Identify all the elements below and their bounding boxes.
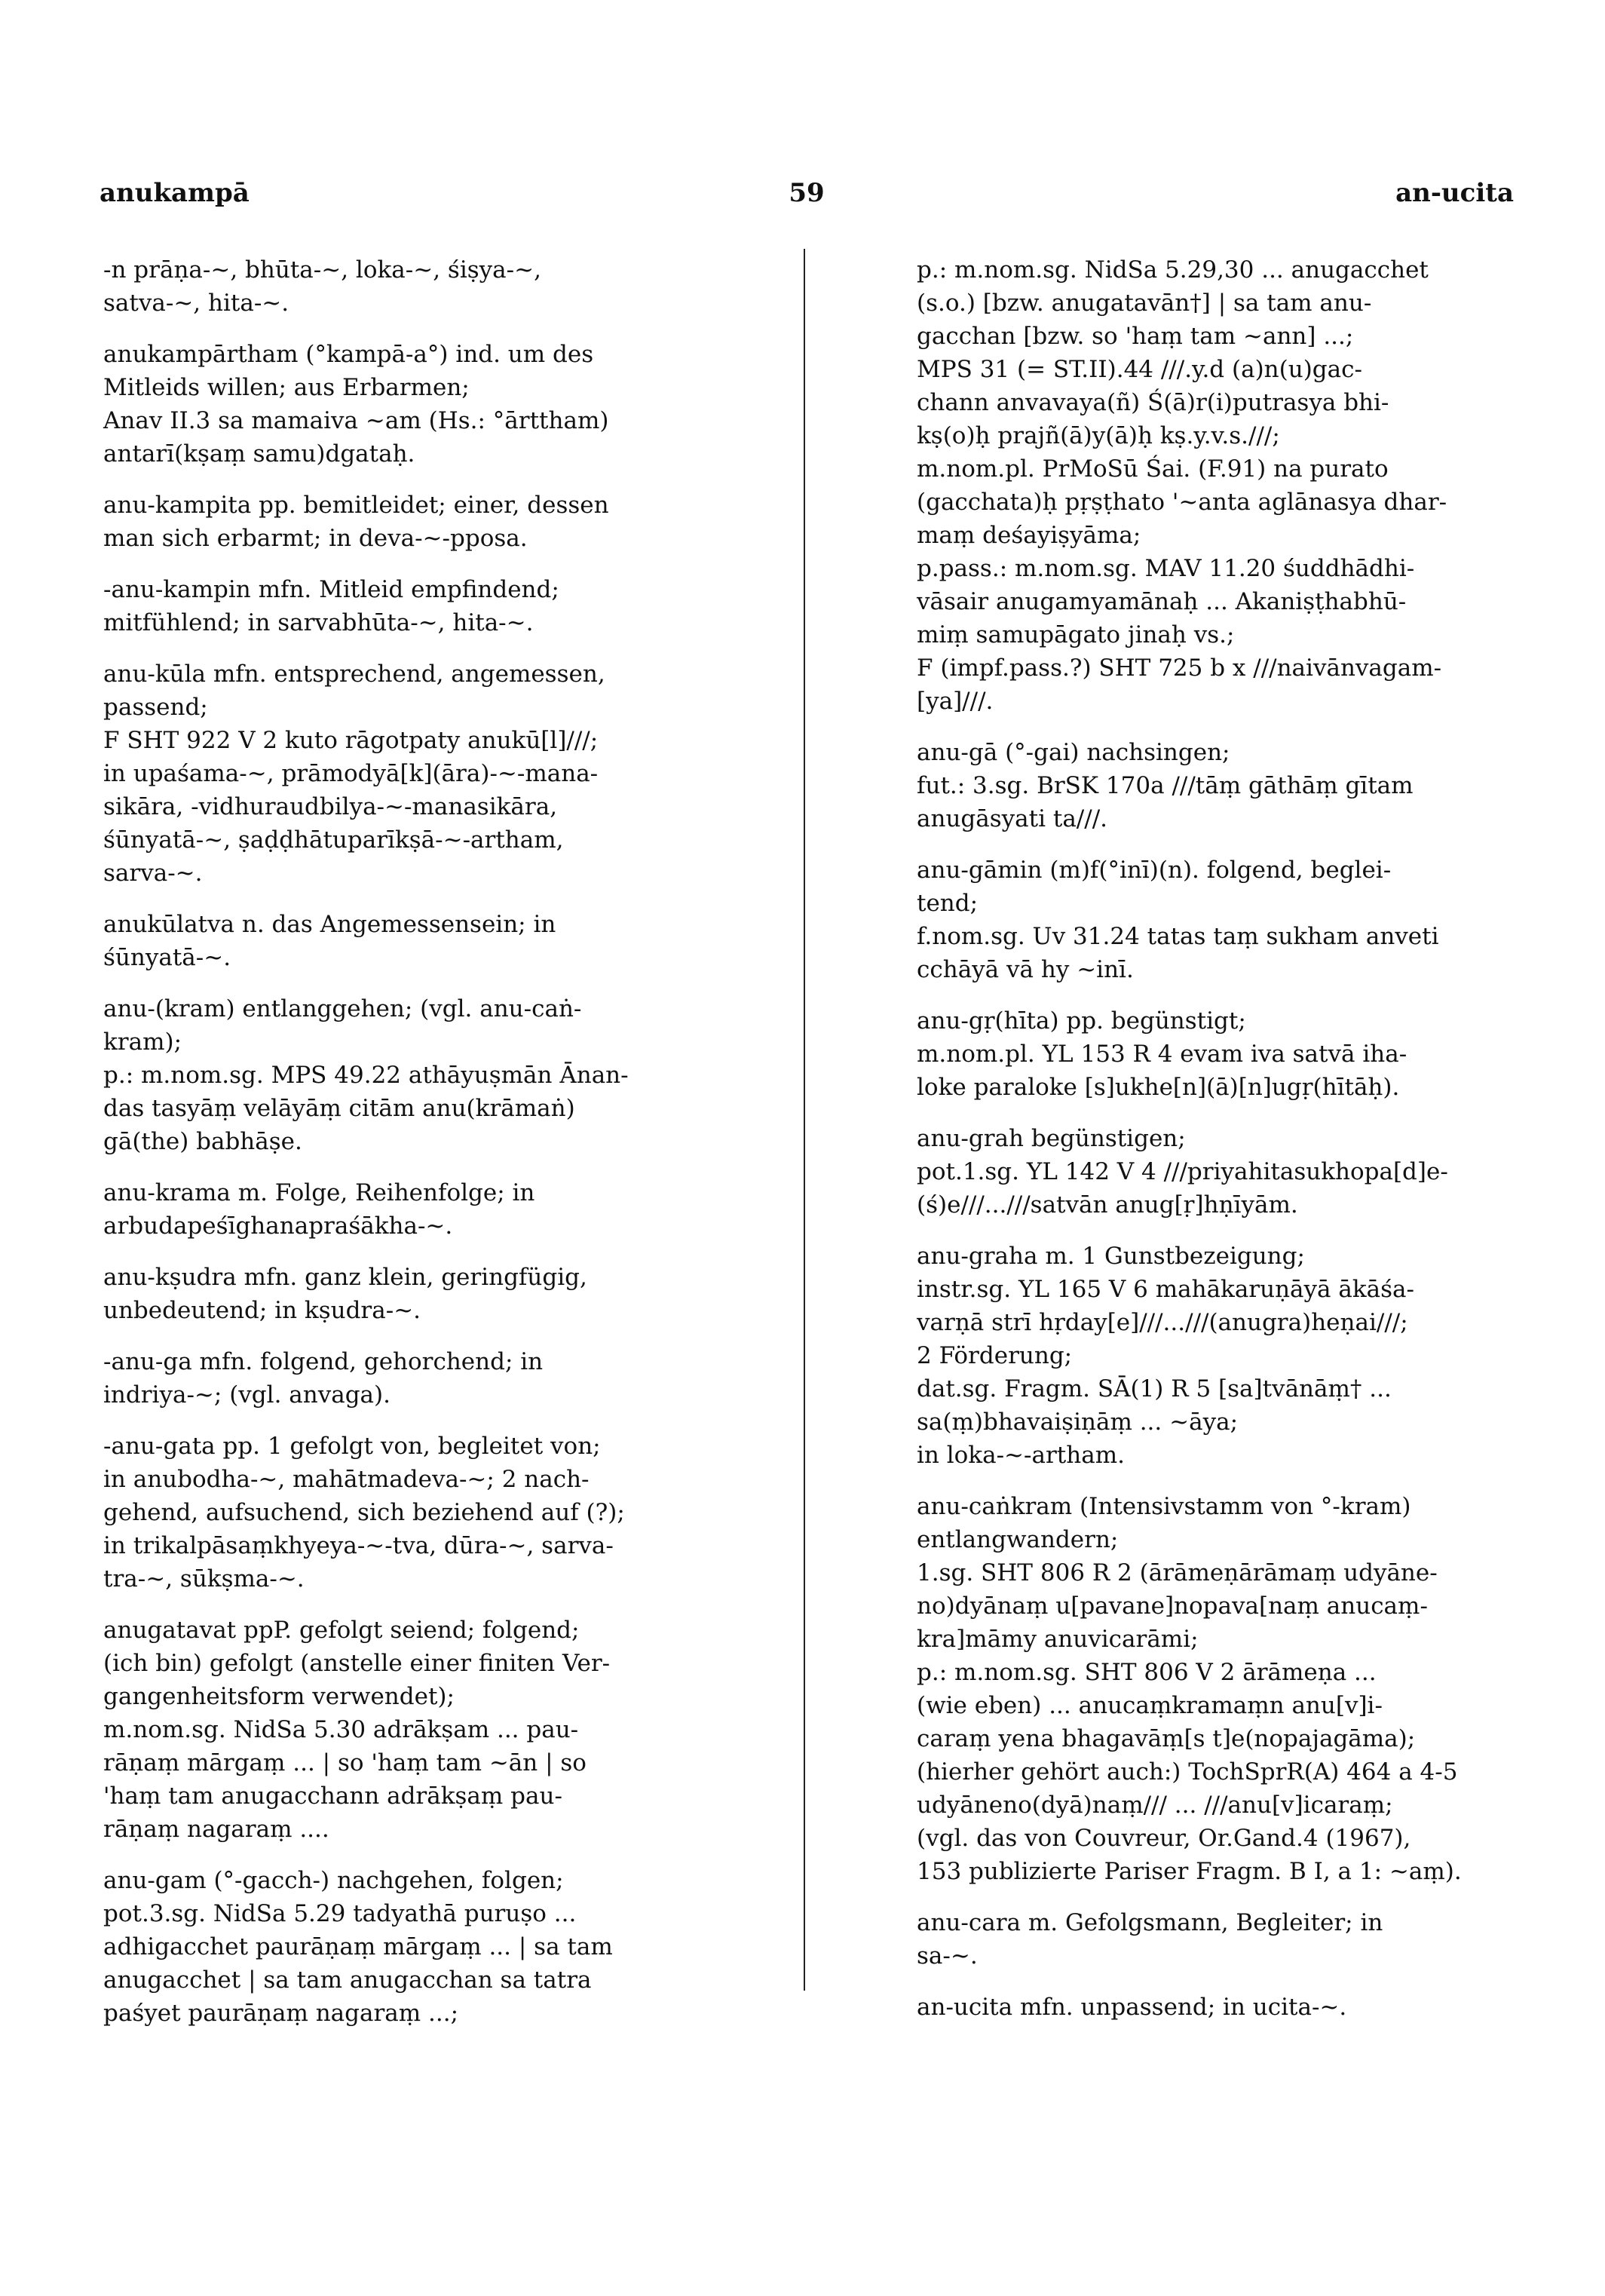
entry-line: m.nom.sg. NidSa 5.30 adrākṣam ... pau- <box>103 1716 579 1743</box>
entry-line: pot.3.sg. NidSa 5.29 tadyathā puruṣo ... <box>103 1900 577 1927</box>
right-column <box>917 253 1514 2042</box>
entry-line: anu-kampita pp. bemitleidet; einer, dessen <box>103 492 609 519</box>
entry-line: p.: m.nom.sg. MPS 49.22 athāyuṣmān Ānan- <box>103 1062 629 1089</box>
entry-line: caraṃ yena bhagavāṃ[s t]e(nopajagāma); <box>917 1725 1416 1752</box>
entry-line: kṣ(o)ḥ prajñ(ā)y(ā)ḥ kṣ.y.v.s.///; <box>917 422 1280 449</box>
entry-line: satva-~, hita-~. <box>103 290 289 317</box>
entry-line: tra-~, sūkṣma-~. <box>103 1565 305 1592</box>
entry-line: -anu-gata pp. 1 gefolgt von, begleitet von; <box>103 1433 601 1460</box>
entry-line: anu-gṛ(hīta) pp. begünstigt; <box>917 1007 1246 1035</box>
entry-line: f.nom.sg. Uv 31.24 tatas taṃ sukham anveti <box>917 923 1439 950</box>
entry-line: anukampārtham (°kampā-a°) ind. um des <box>103 341 594 368</box>
dictionary-entry <box>103 253 700 320</box>
entry-line: anu-kūla mfn. entsprechend, angemessen, <box>103 661 605 688</box>
entry-line: paśyet paurāṇaṃ nagaraṃ ...; <box>103 2000 459 2027</box>
entry-line: cchāyā vā hy ~inī. <box>917 956 1134 983</box>
entry-line: entlangwandern; <box>917 1526 1119 1553</box>
dictionary-entry <box>917 1991 1514 2024</box>
entry-line: gehend, aufsuchend, sich beziehend auf (?); <box>103 1499 625 1526</box>
entry-line: anu-cara m. Gefolgsmann, Begleiter; in <box>917 1909 1383 1936</box>
entry-line: anugatavat ppP. gefolgt seiend; folgend; <box>103 1617 580 1644</box>
entry-line: anukūlatva n. das Angemessensein; in <box>103 911 556 938</box>
dictionary-entry <box>917 1240 1514 1472</box>
page-number: 59 <box>789 178 825 208</box>
entry-line: passend; <box>103 694 208 721</box>
entry-line: das tasyāṃ velāyāṃ citām anu(krāmaṅ) <box>103 1095 575 1122</box>
dictionary-entry <box>103 573 700 639</box>
entry-line: (wie eben) ... anucaṃkramaṃn anu[v]i- <box>917 1692 1383 1719</box>
entry-line: anu-graha m. 1 Gunstbezeigung; <box>917 1243 1305 1270</box>
entry-line: arbudapeśīghanapraśākha-~. <box>103 1212 453 1240</box>
dictionary-entry <box>917 1490 1514 1888</box>
dictionary-entry <box>103 992 700 1158</box>
entry-line: 1.sg. SHT 806 R 2 (ārāmeṇārāmaṃ udyāne- <box>917 1559 1438 1586</box>
entry-line: anu-caṅkram (Intensivstamm von °-kram) <box>917 1493 1411 1520</box>
entry-line: anu-gā (°-gai) nachsingen; <box>917 739 1230 766</box>
entry-line: -n prāṇa-~, bhūta-~, loka-~, śiṣya-~, <box>103 256 541 284</box>
entry-line: kram); <box>103 1028 182 1056</box>
left-column <box>103 253 700 2048</box>
entry-line: 'haṃ tam anugacchann adrākṣaṃ pau- <box>103 1783 562 1810</box>
dictionary-entry <box>103 1430 700 1596</box>
entry-line: rāṇaṃ nagaraṃ .... <box>103 1816 329 1843</box>
entry-line: loke paraloke [s]ukhe[n](ā)[n]ugṛ(hītāḥ). <box>917 1074 1400 1101</box>
entry-line: miṃ samupāgato jinaḥ vs.; <box>917 621 1235 648</box>
entry-line: chann anvavaya(ñ) Ś(ā)r(i)putrasya bhi- <box>917 389 1389 416</box>
entry-line: anu-(kram) entlanggehen; (vgl. anu-caṅ- <box>103 995 582 1022</box>
entry-line: m.nom.pl. PrMoSū Śai. (F.91) na purato <box>917 455 1389 483</box>
entry-line: p.: m.nom.sg. SHT 806 V 2 ārāmeṇa ... <box>917 1659 1377 1686</box>
entry-line: F (impf.pass.?) SHT 725 b x ///naivānvagam- <box>917 654 1442 682</box>
entry-line: gangenheitsform verwendet); <box>103 1683 455 1710</box>
entry-line: indriya-~; (vgl. anvaga). <box>103 1381 391 1409</box>
entry-line: (vgl. das von Couvreur, Or.Gand.4 (1967), <box>917 1825 1411 1852</box>
dictionary-entry <box>103 338 700 471</box>
dictionary-entry <box>103 489 700 555</box>
running-header <box>100 178 1514 223</box>
dictionary-entry <box>917 854 1514 986</box>
entry-line: (s.o.) [bzw. anugatavān†] | sa tam anu- <box>917 290 1372 317</box>
dictionary-entry <box>917 1906 1514 1973</box>
entry-line: p.: m.nom.sg. NidSa 5.29,30 ... anugacchet <box>917 256 1429 284</box>
entry-line: an-ucita mfn. unpassend; in ucita-~. <box>917 1994 1347 2021</box>
entry-line: [ya]///. <box>917 688 994 715</box>
entry-line: in trikalpāsaṃkhyeya-~-tva, dūra-~, sarva- <box>103 1532 614 1559</box>
entry-line: in loka-~-artham. <box>917 1442 1125 1469</box>
dictionary-entry <box>103 1614 700 1846</box>
entry-line: no)dyānaṃ u[pavane]nopava[naṃ anucaṃ- <box>917 1592 1428 1620</box>
entry-line: MPS 31 (= ST.II).44 ///.y.d (a)n(u)gac- <box>917 356 1362 383</box>
entry-line: anu-krama m. Folge, Reihenfolge; in <box>103 1179 535 1206</box>
entry-line: rāṇaṃ mārgaṃ ... | so 'haṃ tam ~ān | so <box>103 1749 587 1776</box>
entry-line: sa(ṃ)bhavaiṣiṇāṃ ... ~āya; <box>917 1409 1239 1436</box>
entry-line: maṃ deśayiṣyāma; <box>917 522 1141 549</box>
entry-line: sarva-~. <box>103 860 203 887</box>
entry-line: pot.1.sg. YL 142 V 4 ///priyahitasukhopa[d]e- <box>917 1158 1448 1185</box>
dictionary-entry <box>103 1345 700 1412</box>
entry-line: m.nom.pl. YL 153 R 4 evam iva satvā iha- <box>917 1041 1407 1068</box>
entry-line: anu-gāmin (m)f(°inī)(n). folgend, beglei- <box>917 857 1392 884</box>
dictionary-entry <box>917 1004 1514 1104</box>
entry-line: (hierher gehört auch:) TochSprR(A) 464 a 4-5 <box>917 1758 1458 1786</box>
dictionary-entry <box>103 658 700 890</box>
entry-line: kra]māmy anuvicarāmi; <box>917 1626 1199 1653</box>
entry-line: -anu-kampin mfn. Mitleid empfindend; <box>103 576 559 603</box>
column-divider <box>804 249 805 1991</box>
entry-line: adhigacchet paurāṇaṃ mārgaṃ ... | sa tam <box>103 1933 613 1960</box>
dictionary-entry <box>103 1261 700 1327</box>
entry-line: mitfühlend; in sarvabhūta-~, hita-~. <box>103 609 534 636</box>
entry-line: vāsair anugamyamānaḥ ... Akaniṣṭhabhū- <box>917 588 1407 615</box>
entry-line: Anav II.3 sa mamaiva ~am (Hs.: °ārttham) <box>103 407 609 434</box>
entry-line: (ich bin) gefolgt (anstelle einer finiten Ver- <box>103 1650 611 1677</box>
entry-line: antarī(kṣaṃ samu)dgataḥ. <box>103 440 415 467</box>
dictionary-entry <box>917 253 1514 718</box>
header-left-guideword: anukampā <box>100 178 250 208</box>
entry-line: in upaśama-~, prāmodyā[k](āra)-~-mana- <box>103 760 599 787</box>
entry-line: dat.sg. Fragm. SĀ(1) R 5 [sa]tvānāṃ† ... <box>917 1375 1392 1402</box>
entry-line: 153 publizierte Pariser Fragm. B I, a 1: ~aṃ). <box>917 1858 1462 1885</box>
entry-line: śūnyatā-~. <box>103 944 231 971</box>
entry-line: tend; <box>917 890 979 917</box>
dictionary-entry <box>103 1864 700 2030</box>
entry-line: sa-~. <box>917 1942 978 1970</box>
dictionary-entry <box>917 1122 1514 1222</box>
entry-line: anu-kṣudra mfn. ganz klein, geringfügig, <box>103 1264 587 1291</box>
entry-line: in anubodha-~, mahātmadeva-~; 2 nach- <box>103 1466 590 1493</box>
entry-line: p.pass.: m.nom.sg. MAV 11.20 śuddhādhi- <box>917 555 1415 582</box>
entry-line: gā(the) babhāṣe. <box>103 1128 302 1155</box>
entry-line: sikāra, -vidhuraudbilya-~-manasikāra, <box>103 793 558 820</box>
entry-line: gacchan [bzw. so 'haṃ tam ~ann] ...; <box>917 323 1354 350</box>
header-right-guideword: an-ucita <box>1395 178 1514 208</box>
entry-line: F SHT 922 V 2 kuto rāgotpaty anukū[l]///; <box>103 727 599 754</box>
entry-line: anugacchet | sa tam anugacchan sa tatra <box>103 1966 592 1994</box>
dictionary-entry <box>103 908 700 974</box>
entry-line: anugāsyati ta///. <box>917 805 1107 832</box>
entry-line: (gacchata)ḥ pṛṣṭhato '~anta aglānasya dhar- <box>917 489 1447 516</box>
entry-line: 2 Förderung; <box>917 1342 1073 1369</box>
entry-line: Mitleids willen; aus Erbarmen; <box>103 374 470 401</box>
entry-line: (ś)e///...///satvān anug[ṛ]hṇīyām. <box>917 1191 1298 1219</box>
entry-line: unbedeutend; in kṣudra-~. <box>103 1297 421 1324</box>
dictionary-entry <box>103 1176 700 1243</box>
entry-line: śūnyatā-~, ṣaḍḍhātuparīkṣā-~-artham, <box>103 826 564 854</box>
entry-line: varṇā strī hṛday[e]///...///(anugra)heṇai///; <box>917 1309 1408 1336</box>
entry-line: anu-grah begünstigen; <box>917 1125 1186 1152</box>
entry-line: instr.sg. YL 165 V 6 mahākaruṇāyā ākāśa- <box>917 1276 1415 1303</box>
entry-line: anu-gam (°-gacch-) nachgehen, folgen; <box>103 1867 564 1894</box>
entry-line: man sich erbarmt; in deva-~-pposa. <box>103 525 528 552</box>
entry-line: -anu-ga mfn. folgend, gehorchend; in <box>103 1348 544 1375</box>
entry-line: udyāneno(dyā)naṃ/// ... ///anu[v]icaraṃ; <box>917 1792 1393 1819</box>
entry-line: fut.: 3.sg. BrSK 170a ///tāṃ gāthāṃ gītam <box>917 772 1414 799</box>
dictionary-entry <box>917 736 1514 835</box>
